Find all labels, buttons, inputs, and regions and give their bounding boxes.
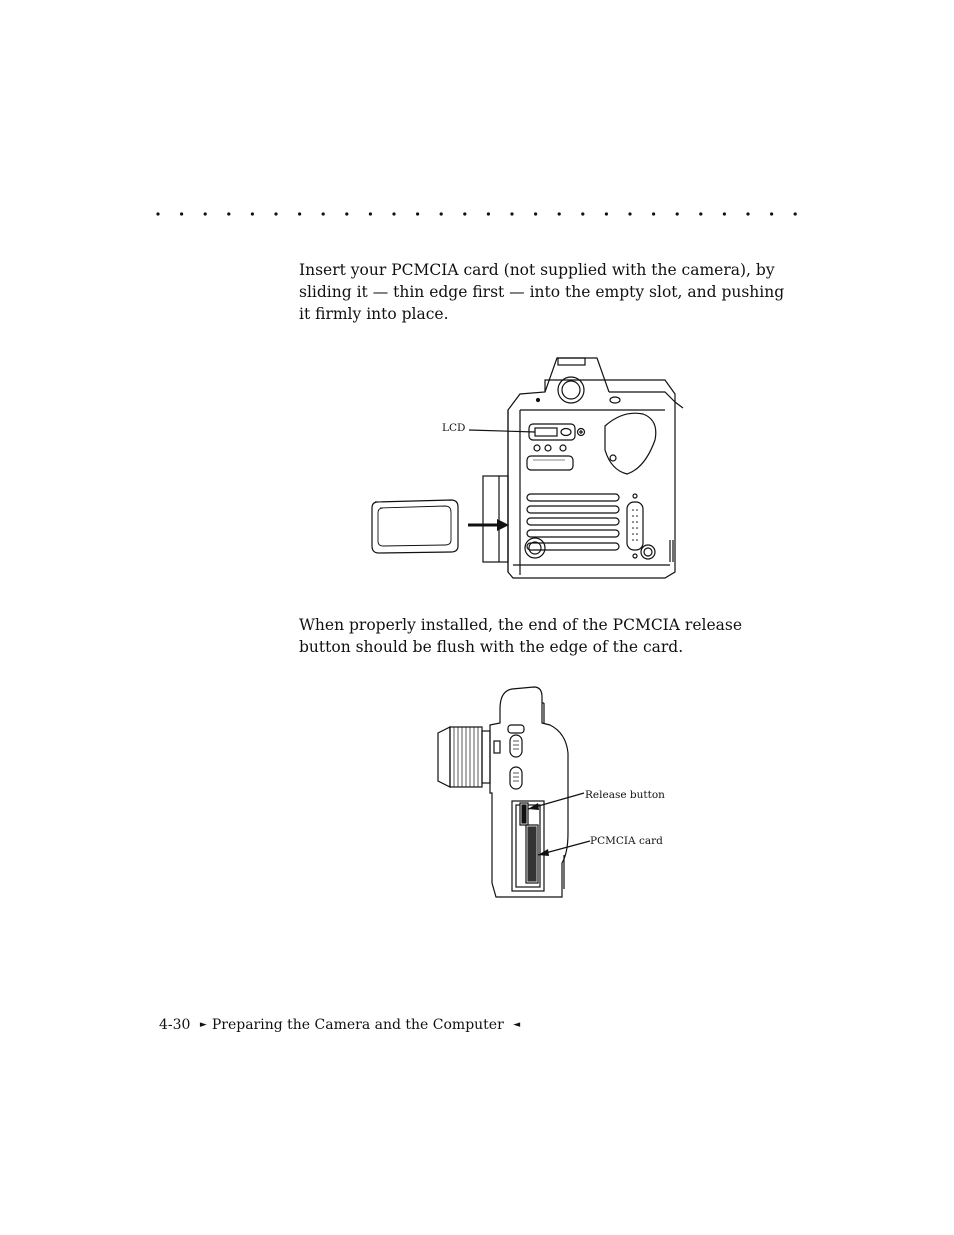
separator-dot: [416, 212, 419, 215]
page-footer: [159, 1017, 525, 1033]
separator-dot: [770, 212, 773, 215]
lens-shape: [438, 727, 450, 787]
separator-dot: [628, 212, 631, 215]
separator-dot: [487, 212, 490, 215]
separator-dot: [298, 212, 301, 215]
camera-back-illustration: [365, 350, 685, 582]
dotted-separator: [150, 207, 800, 221]
pcmcia-card-callout-label: PCMCIA card: [590, 835, 663, 847]
separator-dot: [180, 212, 183, 215]
right-triangle-icon: ►: [199, 1020, 207, 1030]
separator-dot: [463, 212, 466, 215]
instruction-paragraph-2: When properly installed, the end of the PCMCIA release button should be flush with the edge of the card.: [299, 616, 742, 656]
lcd-panel-shape: [529, 424, 575, 440]
separator-dot: [794, 212, 797, 215]
page-number: 4-30: [159, 1017, 191, 1033]
left-triangle-icon: ◄: [513, 1020, 521, 1030]
separator-dot: [746, 212, 749, 215]
separator-dot: [345, 212, 348, 215]
separator-dot: [558, 212, 561, 215]
separator-dot: [274, 212, 277, 215]
separator-dot: [227, 212, 230, 215]
separator-dot: [510, 212, 513, 215]
separator-dot: [699, 212, 702, 215]
separator-dot: [723, 212, 726, 215]
separator-dot: [534, 212, 537, 215]
separator-dot: [652, 212, 655, 215]
lcd-callout-label: LCD: [442, 422, 466, 434]
insert-arrow-icon: [468, 519, 509, 531]
separator-dot: [676, 212, 679, 215]
section-title: Preparing the Camera and the Computer: [211, 1017, 504, 1033]
separator-dot: [581, 212, 584, 215]
separator-dot: [322, 212, 325, 215]
separator-dot: [440, 212, 443, 215]
separator-dot: [392, 212, 395, 215]
instruction-paragraph-1: Insert your PCMCIA card (not supplied with the camera), by sliding it — thin edge first — into the empty slot, and pushing it firmly into place.: [299, 261, 785, 323]
separator-dot: [156, 212, 159, 215]
separator-dot: [204, 212, 207, 215]
separator-dot: [369, 212, 372, 215]
separator-dot: [605, 212, 608, 215]
release-button-callout-label: Release button: [585, 789, 665, 801]
separator-dot: [251, 212, 254, 215]
